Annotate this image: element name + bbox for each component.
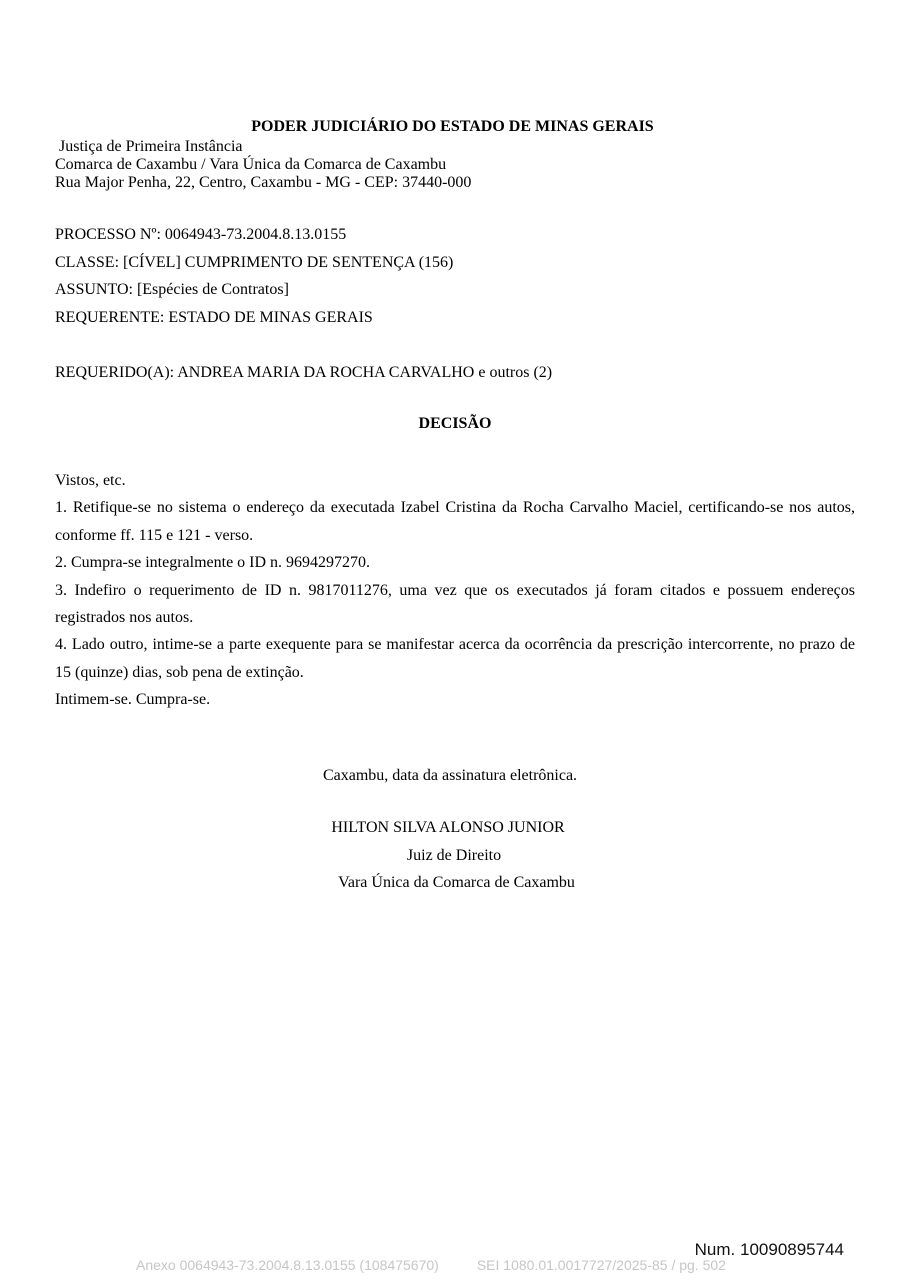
paragraph: 1. Retifique-se no sistema o endereço da executada Izabel Cristina da Rocha Carvalho Maciel, certificando-se nos autos, conforme ff. 115 e 121 - verso.	[55, 499, 855, 544]
signer-name: HILTON SILVA ALONSO JUNIOR	[331, 819, 565, 836]
annex-reference: Anexo 0064943-73.2004.8.13.0155 (108475670)	[136, 1257, 439, 1273]
decision-body	[55, 467, 855, 714]
paragraph: Intimem-se. Cumpra-se.	[55, 691, 211, 709]
defendant: REQUERIDO(A): ANDREA MARIA DA ROCHA CARVALHO e outros (2)	[55, 364, 553, 381]
annex-footer	[136, 1257, 764, 1273]
signer-role: Juiz de Direito	[406, 847, 502, 864]
decision-title: DECISÃO	[418, 415, 492, 432]
plaintiff: REQUERENTE: ESTADO DE MINAS GERAIS	[55, 309, 373, 326]
place-date: Caxambu, data da assinatura eletrônica.	[322, 767, 578, 784]
sei-reference: SEI 1080.01.0017727/2025-85 / pg. 502	[476, 1257, 726, 1273]
paragraph: Vistos, etc.	[55, 472, 126, 489]
address-line: Rua Major Penha, 22, Centro, Caxambu - MG - CEP: 37440-000	[55, 174, 472, 191]
instance-line: Justiça de Primeira Instância	[55, 138, 243, 155]
document-number: Num. 10090895744	[694, 1240, 844, 1259]
paragraph: 4. Lado outro, intime-se a parte exequente para se manifestar acerca da ocorrência da prescrição intercorrente, no prazo de 15 (quinze) dias, sob pena de extinção.	[55, 636, 855, 681]
paragraph: 2. Cumpra-se integralmente o ID n. 9694297270.	[55, 554, 371, 572]
court-title: PODER JUDICIÁRIO DO ESTADO DE MINAS GERAIS	[251, 118, 654, 135]
district-line: Comarca de Caxambu / Vara Única da Comarca de Caxambu	[55, 156, 447, 173]
signer-court: Vara Única da Comarca de Caxambu	[338, 874, 575, 891]
process-number: PROCESSO Nº: 0064943-73.2004.8.13.0155	[55, 226, 347, 243]
case-subject: ASSUNTO: [Espécies de Contratos]	[55, 281, 289, 298]
case-class: CLASSE: [CÍVEL] CUMPRIMENTO DE SENTENÇA (156)	[55, 254, 454, 271]
paragraph: 3. Indefiro o requerimento de ID n. 9817011276, uma vez que os executados já foram citados e possuem endereços registrados nos autos.	[55, 581, 855, 627]
